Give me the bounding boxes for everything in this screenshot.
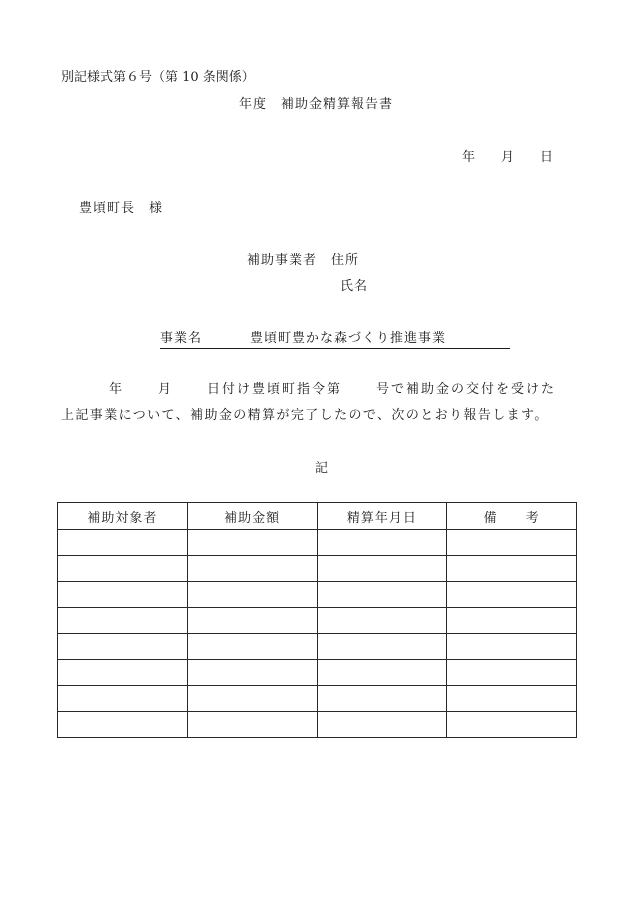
- body-month: 月: [158, 382, 174, 397]
- header-amount: 補助金額: [187, 503, 317, 530]
- date-year-label: 年: [462, 150, 476, 165]
- table-cell: [317, 686, 447, 712]
- table-cell: [317, 660, 447, 686]
- table-cell: [58, 634, 188, 660]
- body-text-line1: [109, 378, 556, 397]
- table-cell: [58, 686, 188, 712]
- summary-table: [57, 502, 577, 738]
- table-row: [58, 556, 577, 582]
- table-cell: [317, 556, 447, 582]
- table-cell: [187, 582, 317, 608]
- table-cell: [187, 660, 317, 686]
- report-date: [462, 146, 553, 165]
- table-cell: [317, 634, 447, 660]
- table-cell: [187, 530, 317, 556]
- table-cell: [447, 608, 577, 634]
- table-body: [58, 530, 577, 738]
- table-cell: [447, 556, 577, 582]
- table-cell: [447, 530, 577, 556]
- table-header-row: [58, 503, 577, 530]
- table-cell: [317, 608, 447, 634]
- table-cell: [187, 712, 317, 738]
- body-grant-text: 号で補助金の交付を受けた: [376, 382, 557, 397]
- project-name-line: [160, 327, 510, 349]
- date-day-label: 日: [540, 150, 554, 165]
- table-cell: [447, 712, 577, 738]
- ki-heading: 記: [315, 461, 329, 476]
- applicant-name-label: 氏名: [340, 279, 369, 294]
- table-cell: [317, 530, 447, 556]
- table-cell: [58, 712, 188, 738]
- table-cell: [317, 582, 447, 608]
- table-cell: [447, 634, 577, 660]
- table-row: [58, 712, 577, 738]
- body-date-text: 日付け豊頃町指令第: [207, 382, 343, 397]
- table-cell: [187, 686, 317, 712]
- table-cell: [447, 686, 577, 712]
- table-row: [58, 686, 577, 712]
- table-row: [58, 660, 577, 686]
- body-year: 年: [109, 382, 125, 397]
- form-number: 別記様式第６号（第 10 条関係）: [61, 70, 255, 85]
- table-cell: [58, 530, 188, 556]
- body-text-line2: 上記事業について、補助金の精算が完了したので、次のとおり報告します。: [61, 408, 549, 423]
- header-recipient: 補助対象者: [58, 503, 188, 530]
- header-remarks: 備 考: [447, 503, 577, 530]
- addressee: 豊頃町長 様: [79, 201, 164, 216]
- table-row: [58, 634, 577, 660]
- document-title: 年度 補助金精算報告書: [239, 97, 394, 112]
- table-cell: [58, 660, 188, 686]
- applicant-address-label: 補助事業者 住所: [247, 253, 360, 268]
- table-cell: [58, 608, 188, 634]
- table-cell: [447, 582, 577, 608]
- table-row: [58, 608, 577, 634]
- header-settlement-date: 精算年月日: [317, 503, 447, 530]
- date-month-label: 月: [501, 150, 515, 165]
- table-cell: [58, 556, 188, 582]
- project-name: 豊頃町豊かな森づくり推進事業: [250, 331, 447, 346]
- table-row: [58, 582, 577, 608]
- table-cell: [317, 712, 447, 738]
- table-cell: [447, 660, 577, 686]
- table-cell: [187, 608, 317, 634]
- project-label: 事業名: [160, 331, 203, 346]
- table-cell: [187, 634, 317, 660]
- table-row: [58, 530, 577, 556]
- table-cell: [187, 556, 317, 582]
- table-cell: [58, 582, 188, 608]
